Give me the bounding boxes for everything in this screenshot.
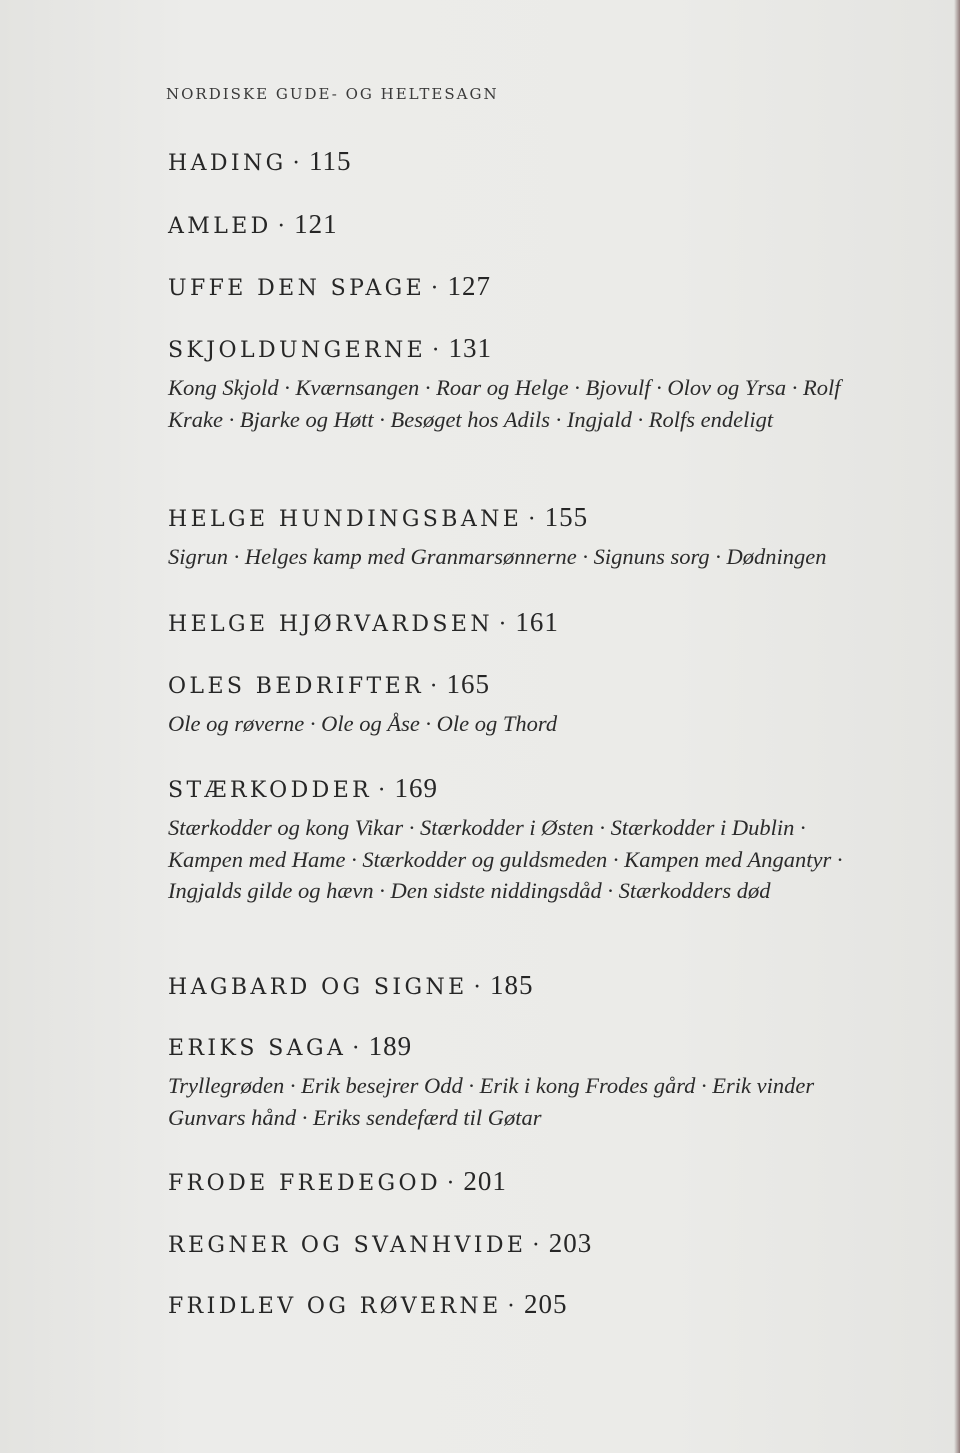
- toc-entry-fridlev-og-roverne: [168, 1289, 868, 1322]
- page-number: 131: [448, 333, 493, 363]
- page-edge-shadow: [954, 0, 960, 1453]
- page-number: 127: [447, 271, 491, 301]
- page-number: 169: [394, 773, 439, 803]
- page-number: 203: [548, 1228, 593, 1258]
- entry-subtitle: Stærkodder og kong Vikar · Stærkodder i Østen · Stærkodder i Dublin · Kampen med Hame · Stærkodder og guldsmeden · Kampen med Angantyr · Ingjalds gilde og hævn · Den sidste niddingsdåd · Stærkodders død: [168, 815, 843, 903]
- toc-entry-frode-fredegod: [168, 1166, 868, 1199]
- toc-entry-amled: [168, 209, 868, 242]
- entry-title: ERIKS SAGA · 189: [168, 1031, 413, 1061]
- entry-subtitle: Kong Skjold · Kværnsangen · Roar og Helge · Bjovulf · Olov og Yrsa · Rolf Krake · Bjarke og Høtt · Besøget hos Adils · Ingjald · Rolfs endeligt: [168, 375, 841, 432]
- entry-title: REGNER OG SVANHVIDE · 203: [168, 1228, 593, 1258]
- toc-entry-regner-og-svanhvide: [168, 1228, 868, 1261]
- entry-title: SKJOLDUNGERNE · 131: [168, 333, 493, 363]
- entry-title: FRODE FREDEGOD · 201: [168, 1166, 507, 1196]
- entry-title: UFFE DEN SPAGE · 127: [168, 271, 491, 301]
- page-number: 205: [523, 1289, 568, 1319]
- page-number: 201: [463, 1166, 507, 1196]
- toc-entry-helge-hjorvardsen: [168, 607, 868, 640]
- page-number: 165: [446, 669, 490, 699]
- toc-entry-hading: [168, 146, 868, 179]
- entry-title: OLES BEDRIFTER · 165: [168, 669, 490, 699]
- toc-entry-helge-hundingsbane: [168, 502, 868, 573]
- entry-title: HELGE HUNDINGSBANE · 155: [168, 502, 589, 532]
- page-number: 185: [489, 970, 534, 1000]
- entry-title: AMLED · 121: [168, 209, 338, 239]
- entry-title: HAGBARD OG SIGNE · 185: [168, 970, 534, 1000]
- toc-entry-skjoldungerne: [168, 333, 868, 435]
- page-number: 161: [515, 607, 559, 637]
- toc-entry-eriks-saga: [168, 1031, 868, 1133]
- page-number: 115: [309, 146, 352, 176]
- toc-entry-oles-bedrifter: [168, 669, 868, 740]
- page-number: 155: [544, 502, 589, 532]
- running-head: NORDISKE GUDE- OG HELTESAGN: [166, 85, 499, 103]
- page-number: 121: [294, 209, 338, 239]
- toc-entry-uffe-den-spage: [168, 271, 868, 304]
- toc-entry-staerkodder: [168, 773, 868, 907]
- entry-subtitle: Ole og røverne · Ole og Åse · Ole og Thord: [168, 711, 558, 736]
- toc-entry-hagbard-og-signe: [168, 970, 868, 1003]
- entry-title: FRIDLEV OG RØVERNE · 205: [168, 1289, 568, 1319]
- entry-subtitle: Tryllegrøden · Erik besejrer Odd · Erik i kong Frodes gård · Erik vinder Gunvars hånd · Eriks sendefærd til Gøtar: [168, 1073, 815, 1130]
- page-number: 189: [368, 1031, 413, 1061]
- entry-title: HELGE HJØRVARDSEN · 161: [168, 607, 559, 637]
- entry-title: HADING · 115: [168, 146, 352, 176]
- entry-subtitle: Sigrun · Helges kamp med Granmarsønnerne · Signuns sorg · Dødningen: [168, 544, 827, 569]
- entry-title: STÆRKODDER · 169: [168, 773, 439, 803]
